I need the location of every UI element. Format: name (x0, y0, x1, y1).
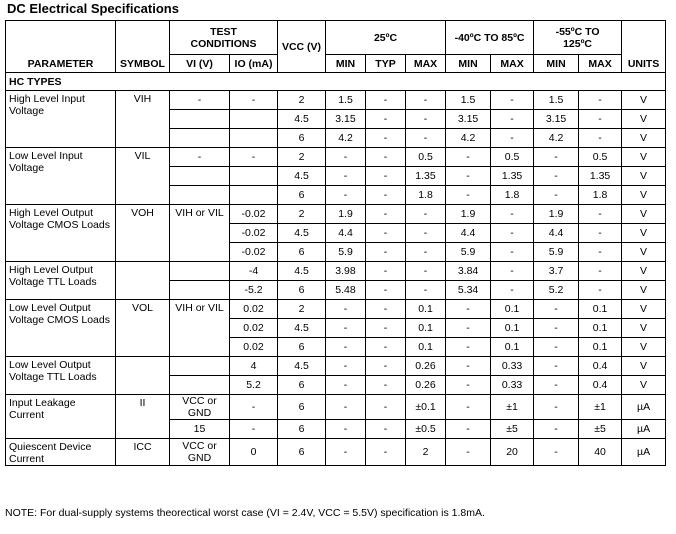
unit-cell: V (622, 110, 666, 129)
io-cell: -0.02 (230, 224, 278, 243)
vcc-cell: 6 (278, 186, 326, 205)
max25-cell: 0.26 (406, 357, 446, 376)
io-cell: 0.02 (230, 319, 278, 338)
io-cell: 0.02 (230, 338, 278, 357)
symbol-cell: ICC (116, 439, 170, 466)
header-max-25: MAX (406, 55, 446, 73)
max40-cell: 0.1 (491, 300, 534, 319)
vcc-cell: 4.5 (278, 167, 326, 186)
io-cell: 0 (230, 439, 278, 466)
header-min-25: MIN (326, 55, 366, 73)
typ25-cell: - (366, 376, 406, 395)
io-cell: -0.02 (230, 243, 278, 262)
header-max-55: MAX (579, 55, 622, 73)
min55-cell: 4.4 (534, 224, 579, 243)
vcc-cell: 4.5 (278, 224, 326, 243)
typ25-cell: - (366, 420, 406, 439)
max55-cell: ±1 (579, 395, 622, 420)
min25-cell: - (326, 420, 366, 439)
parameter-cell: High Level Output Voltage TTL Loads (6, 262, 116, 300)
header-min-55: MIN (534, 55, 579, 73)
parameter-cell: Low Level Input Voltage (6, 148, 116, 205)
min40-cell: 1.5 (446, 91, 491, 110)
io-cell: 5.2 (230, 376, 278, 395)
min55-cell: 3.15 (534, 110, 579, 129)
min55-cell: 5.9 (534, 243, 579, 262)
typ25-cell: - (366, 243, 406, 262)
symbol-cell: VIL (116, 148, 170, 205)
vcc-cell: 6 (278, 338, 326, 357)
max55-cell: 1.8 (579, 186, 622, 205)
vi-cell: - (170, 91, 230, 110)
min40-cell: 5.34 (446, 281, 491, 300)
io-cell (230, 129, 278, 148)
max40-cell: 0.33 (491, 357, 534, 376)
parameter-cell: High Level Input Voltage (6, 91, 116, 148)
min40-cell: - (446, 439, 491, 466)
parameter-cell: Low Level Output Voltage CMOS Loads (6, 300, 116, 357)
max55-cell: - (579, 281, 622, 300)
header-55c-125c: -55ºC TO 125ºC (534, 21, 622, 55)
min25-cell: - (326, 300, 366, 319)
vi-cell: - (170, 148, 230, 167)
typ25-cell: - (366, 319, 406, 338)
unit-cell: V (622, 91, 666, 110)
header-parameter: PARAMETER (6, 21, 116, 73)
min55-cell: 1.5 (534, 91, 579, 110)
unit-cell: V (622, 338, 666, 357)
max55-cell: - (579, 262, 622, 281)
vcc-cell: 2 (278, 205, 326, 224)
min55-cell: - (534, 357, 579, 376)
max25-cell: - (406, 205, 446, 224)
vcc-cell: 6 (278, 395, 326, 420)
max40-cell: 0.33 (491, 376, 534, 395)
max25-cell: - (406, 129, 446, 148)
max25-cell: 0.1 (406, 338, 446, 357)
min40-cell: - (446, 395, 491, 420)
max55-cell: 0.4 (579, 376, 622, 395)
min40-cell: - (446, 300, 491, 319)
table-row (6, 439, 666, 466)
unit-cell: V (622, 300, 666, 319)
min25-cell: 1.5 (326, 91, 366, 110)
min25-cell: - (326, 395, 366, 420)
parameter-cell: High Level Output Voltage CMOS Loads (6, 205, 116, 262)
typ25-cell: - (366, 129, 406, 148)
vi-cell (170, 167, 230, 186)
min40-cell: - (446, 167, 491, 186)
header-vi: VI (V) (170, 55, 230, 73)
max40-cell: - (491, 205, 534, 224)
spec-table (5, 20, 666, 466)
header-units: UNITS (622, 21, 666, 73)
max40-cell: 1.8 (491, 186, 534, 205)
min25-cell: 3.15 (326, 110, 366, 129)
table-row (6, 300, 666, 319)
typ25-cell: - (366, 167, 406, 186)
max40-cell: ±5 (491, 420, 534, 439)
min40-cell: - (446, 338, 491, 357)
header-test-conditions: TEST CONDITIONS (170, 21, 278, 55)
io-cell (230, 186, 278, 205)
min25-cell: - (326, 376, 366, 395)
min25-cell: 5.48 (326, 281, 366, 300)
min55-cell: 1.9 (534, 205, 579, 224)
max40-cell: 0.5 (491, 148, 534, 167)
min40-cell: - (446, 376, 491, 395)
unit-cell: µA (622, 395, 666, 420)
max55-cell: - (579, 224, 622, 243)
header-25c: 25ºC (326, 21, 446, 55)
footnote: NOTE: For dual-supply systems theorectical worst case (VI = 2.4V, VCC = 5.5V) specification is 1.8mA. (5, 507, 485, 519)
vcc-cell: 6 (278, 420, 326, 439)
min40-cell: - (446, 319, 491, 338)
vcc-cell: 4.5 (278, 357, 326, 376)
min55-cell: - (534, 186, 579, 205)
min40-cell: 3.84 (446, 262, 491, 281)
vi-cell (170, 110, 230, 129)
min25-cell: - (326, 148, 366, 167)
min40-cell: - (446, 148, 491, 167)
max25-cell: 0.26 (406, 376, 446, 395)
typ25-cell: - (366, 338, 406, 357)
max55-cell: - (579, 110, 622, 129)
table-row (6, 262, 666, 281)
max25-cell: ±0.1 (406, 395, 446, 420)
min25-cell: - (326, 319, 366, 338)
typ25-cell: - (366, 439, 406, 466)
max25-cell: - (406, 262, 446, 281)
parameter-cell: Quiescent Device Current (6, 439, 116, 466)
max40-cell: - (491, 281, 534, 300)
io-cell: 4 (230, 357, 278, 376)
vcc-cell: 6 (278, 243, 326, 262)
symbol-cell (116, 262, 170, 300)
max55-cell: - (579, 91, 622, 110)
vcc-cell: 6 (278, 129, 326, 148)
max25-cell: 1.35 (406, 167, 446, 186)
parameter-cell: Input Leakage Current (6, 395, 116, 439)
max55-cell: 0.1 (579, 338, 622, 357)
unit-cell: V (622, 243, 666, 262)
vcc-cell: 6 (278, 281, 326, 300)
min40-cell: - (446, 357, 491, 376)
min25-cell: 4.2 (326, 129, 366, 148)
max55-cell: 1.35 (579, 167, 622, 186)
header-max-40: MAX (491, 55, 534, 73)
io-cell: - (230, 395, 278, 420)
typ25-cell: - (366, 281, 406, 300)
typ25-cell: - (366, 300, 406, 319)
min40-cell: - (446, 186, 491, 205)
header-typ-25: TYP (366, 55, 406, 73)
min55-cell: - (534, 338, 579, 357)
header-io: IO (mA) (230, 55, 278, 73)
max25-cell: 0.5 (406, 148, 446, 167)
min40-cell: - (446, 420, 491, 439)
unit-cell: V (622, 319, 666, 338)
typ25-cell: - (366, 224, 406, 243)
min40-cell: 1.9 (446, 205, 491, 224)
min40-cell: 3.15 (446, 110, 491, 129)
unit-cell: V (622, 148, 666, 167)
max40-cell: 0.1 (491, 338, 534, 357)
max55-cell: ±5 (579, 420, 622, 439)
max40-cell: - (491, 243, 534, 262)
max25-cell: - (406, 91, 446, 110)
min55-cell: - (534, 420, 579, 439)
symbol-cell: II (116, 395, 170, 439)
min55-cell: 3.7 (534, 262, 579, 281)
max55-cell: 0.1 (579, 319, 622, 338)
page-title: DC Electrical Specifications (7, 1, 179, 16)
max25-cell: - (406, 224, 446, 243)
header-40c-85c: -40ºC TO 85ºC (446, 21, 534, 55)
min40-cell: 5.9 (446, 243, 491, 262)
io-cell (230, 110, 278, 129)
vcc-cell: 4.5 (278, 262, 326, 281)
max40-cell: - (491, 91, 534, 110)
max40-cell: - (491, 110, 534, 129)
io-cell (230, 167, 278, 186)
min55-cell: - (534, 167, 579, 186)
max55-cell: 40 (579, 439, 622, 466)
max40-cell: 20 (491, 439, 534, 466)
unit-cell: V (622, 129, 666, 148)
table-row (6, 395, 666, 420)
vcc-cell: 4.5 (278, 110, 326, 129)
max40-cell: - (491, 262, 534, 281)
vi-cell (170, 376, 230, 395)
header-symbol: SYMBOL (116, 21, 170, 73)
max40-cell: - (491, 224, 534, 243)
max55-cell: - (579, 243, 622, 262)
min25-cell: 1.9 (326, 205, 366, 224)
unit-cell: V (622, 262, 666, 281)
typ25-cell: - (366, 91, 406, 110)
symbol-cell (116, 357, 170, 395)
max40-cell: 0.1 (491, 319, 534, 338)
header-vcc: VCC (V) (278, 21, 326, 73)
typ25-cell: - (366, 186, 406, 205)
min25-cell: - (326, 186, 366, 205)
unit-cell: V (622, 167, 666, 186)
min40-cell: 4.4 (446, 224, 491, 243)
max25-cell: - (406, 281, 446, 300)
symbol-cell: VOH (116, 205, 170, 262)
io-cell: -0.02 (230, 205, 278, 224)
section-hc-types: HC TYPES (6, 73, 666, 91)
vi-cell: VCC or GND (170, 439, 230, 466)
vcc-cell: 6 (278, 439, 326, 466)
max55-cell: - (579, 205, 622, 224)
typ25-cell: - (366, 395, 406, 420)
max25-cell: 2 (406, 439, 446, 466)
unit-cell: V (622, 376, 666, 395)
min55-cell: - (534, 439, 579, 466)
vi-cell (170, 357, 230, 376)
symbol-cell: VOL (116, 300, 170, 357)
min25-cell: - (326, 167, 366, 186)
max25-cell: ±0.5 (406, 420, 446, 439)
min40-cell: 4.2 (446, 129, 491, 148)
min55-cell: - (534, 319, 579, 338)
max40-cell: ±1 (491, 395, 534, 420)
max25-cell: - (406, 243, 446, 262)
vcc-cell: 2 (278, 300, 326, 319)
min55-cell: - (534, 376, 579, 395)
max55-cell: 0.1 (579, 300, 622, 319)
io-cell: 0.02 (230, 300, 278, 319)
typ25-cell: - (366, 148, 406, 167)
vi-cell: VCC or GND (170, 395, 230, 420)
min25-cell: - (326, 338, 366, 357)
vi-cell (170, 186, 230, 205)
max25-cell: - (406, 110, 446, 129)
vcc-cell: 2 (278, 148, 326, 167)
unit-cell: V (622, 357, 666, 376)
unit-cell: V (622, 224, 666, 243)
unit-cell: µA (622, 439, 666, 466)
unit-cell: V (622, 281, 666, 300)
max55-cell: 0.4 (579, 357, 622, 376)
min55-cell: - (534, 148, 579, 167)
min55-cell: 5.2 (534, 281, 579, 300)
max25-cell: 0.1 (406, 319, 446, 338)
vcc-cell: 6 (278, 376, 326, 395)
io-cell: -4 (230, 262, 278, 281)
max55-cell: 0.5 (579, 148, 622, 167)
min55-cell: 4.2 (534, 129, 579, 148)
table-row (6, 148, 666, 167)
vcc-cell: 4.5 (278, 319, 326, 338)
min25-cell: 3.98 (326, 262, 366, 281)
typ25-cell: - (366, 110, 406, 129)
max40-cell: - (491, 129, 534, 148)
min25-cell: 5.9 (326, 243, 366, 262)
vi-cell (170, 262, 230, 281)
symbol-cell: VIH (116, 91, 170, 148)
min55-cell: - (534, 300, 579, 319)
min25-cell: - (326, 357, 366, 376)
io-cell: - (230, 91, 278, 110)
min55-cell: - (534, 395, 579, 420)
vi-cell: 15 (170, 420, 230, 439)
table-row (6, 205, 666, 224)
unit-cell: V (622, 186, 666, 205)
io-cell: - (230, 148, 278, 167)
unit-cell: V (622, 205, 666, 224)
unit-cell: µA (622, 420, 666, 439)
condition-cell: VIH or VIL (170, 300, 230, 357)
vi-cell (170, 281, 230, 300)
io-cell: - (230, 420, 278, 439)
min25-cell: - (326, 439, 366, 466)
header-min-40: MIN (446, 55, 491, 73)
condition-cell: VIH or VIL (170, 205, 230, 262)
max25-cell: 0.1 (406, 300, 446, 319)
max25-cell: 1.8 (406, 186, 446, 205)
typ25-cell: - (366, 357, 406, 376)
max55-cell: - (579, 129, 622, 148)
typ25-cell: - (366, 262, 406, 281)
vi-cell (170, 129, 230, 148)
parameter-cell: Low Level Output Voltage TTL Loads (6, 357, 116, 395)
table-row (6, 357, 666, 376)
min25-cell: 4.4 (326, 224, 366, 243)
vcc-cell: 2 (278, 91, 326, 110)
io-cell: -5.2 (230, 281, 278, 300)
typ25-cell: - (366, 205, 406, 224)
max40-cell: 1.35 (491, 167, 534, 186)
table-row (6, 91, 666, 110)
